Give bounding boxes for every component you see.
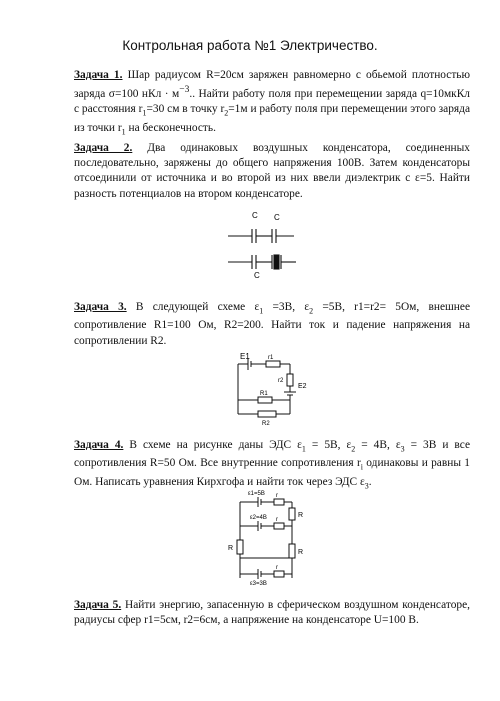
capacitors-with-dielectric [228,255,296,269]
circuit-3-figure [228,352,324,433]
c4-r-a-label: r [276,493,278,499]
c4-R-left-label: R [228,545,234,552]
c4-r-b-label: r [276,517,278,523]
task-5 [74,598,470,628]
task-1-sub3: 1 [121,126,126,136]
c3-R2-label: R2 [262,421,270,427]
task-4-text-e: одинаковы и равны 1 Ом. Написать уравнения Кирхгофа и найти ток через ЭДС ε [74,457,470,488]
task-1-sup: −3 [179,85,190,96]
task-3-text-a: В следующей схеме ε [126,301,260,313]
c3-r2-label: r2 [278,378,284,384]
task-1-label: Задача 1. [74,69,123,81]
cap-label-top-left: C [252,211,258,220]
task-2-label: Задача 2. [74,142,133,154]
c4-e3-label: ε3=3B [250,581,267,586]
task-1-text-d: =1м и работу поля при перемещении этого заряда из точки r [74,103,470,134]
task-3-label: Задача 3. [74,301,127,313]
c4-e2-label: ε2=4B [250,515,267,521]
task-3 [74,300,470,349]
task-3-text-c: =5В, r1=r2= 5Ом, внешнее сопротивление R1=100 Ом, R2=200. Найти ток и падение напряжения на сопротивлении R2. [74,301,471,347]
c4-r-c-label: r [276,565,278,571]
task-4-text-f: . [368,475,372,488]
capacitor-figure [222,208,302,283]
task-4-sub4: i [360,462,363,472]
task-1-text-b: .. Найти работу поля при перемещении заряда q=10мкКл с расстояния r [74,88,470,116]
series-capacitors [228,229,294,243]
task-4-text-b: = 5В, ε [305,439,352,451]
task-3-sub1: 1 [259,306,264,316]
task-1 [74,68,470,139]
task-4 [74,438,470,493]
c3-R1-label: R1 [260,391,268,397]
c4-R-right-bottom-label: R [298,549,304,556]
task-4-label: Задача 4. [74,439,124,451]
task-1-text-e: на бесконечность. [125,121,216,134]
task-4-sub2: 2 [351,444,356,454]
task-4-sub1: 1 [301,444,306,454]
document-title: Контрольная работа №1 Электричество. [122,38,378,53]
task-2 [74,141,470,202]
task-4-text-d: = 3В и все сопротивления R=50 Ом. Все внутренние сопротивления r [74,439,470,470]
task-5-label: Задача 5. [74,599,122,611]
task-4-text-a: В схеме на рисунке даны ЭДС ε [123,439,302,451]
c3-e2-label: E2 [298,383,307,390]
c4-R-right-top-label: R [298,512,304,519]
cap-label-top-right: C [274,213,280,222]
c4-e1-label: ε1=5B [248,491,265,497]
task-4-sub5: 3 [364,481,369,491]
task-3-sub2: 2 [309,306,314,316]
task-4-text-c: = 4В, ε [355,439,401,451]
c3-e1-label: E1 [240,352,250,361]
task-3-text-b: =3В, ε [263,301,310,313]
circuit-4-figure [226,488,312,591]
c3-r1-label: r1 [268,355,274,361]
task-1-sub2: 2 [224,108,229,118]
task-2-text: Два одинаковых воздушных конденсатора, соединенных последовательно, заряжены до общего напряжения 100В. Затем конденсаторы отсоединили от источника и во второй из них ввели диэлектрик с ε=5. Найти разность потенциалов на втором конденсаторе. [74,142,470,200]
task-1-text-a: Шар радиусом R=20см заряжен равномерно с обьемой плотностью заряда σ=100 нКл · м [74,69,471,100]
task-1-sub1: 1 [142,108,147,118]
cap-label-bottom: C [254,271,260,278]
task-4-sub3: 3 [400,444,405,454]
task-5-text: Найти энергию, запасенную в сферическом воздушном конденсаторе, радиусы сфер r1=5см, r2=6см, а напряжение на конденсаторе U=100 В. [74,599,471,627]
task-1-text-c: =30 см в точку r [146,103,225,116]
